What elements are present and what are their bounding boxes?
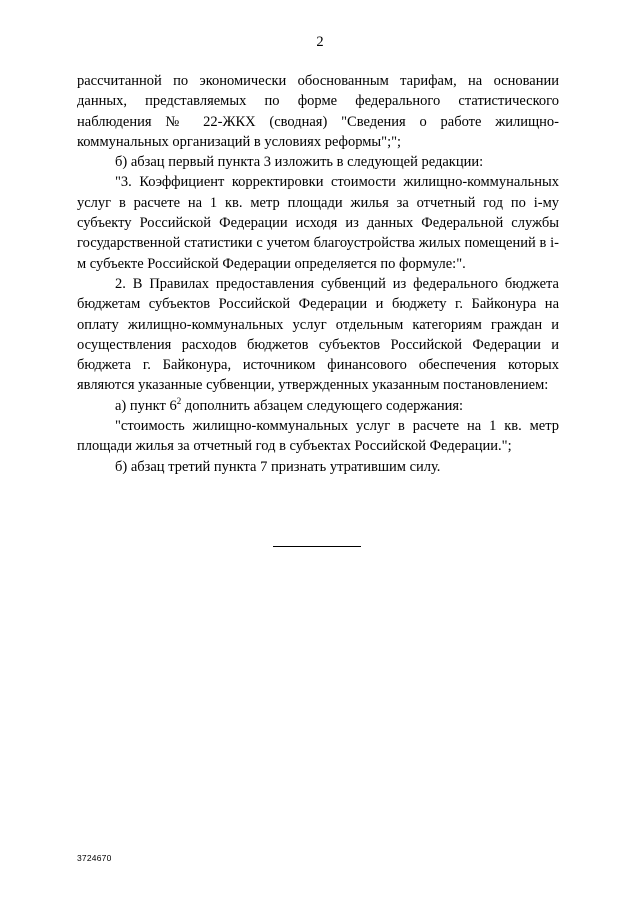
- paragraph-continuation: рассчитанной по экономически обоснованным тарифам, на основании данных, представляемых по форме федерального статистического наблюдения № 22-ЖКХ (сводная) "Сведения о работе жилищно-коммунальных организаций в условиях реформы";";: [77, 73, 559, 150]
- paragraph-item-b-point-3: б) абзац первый пункта 3 изложить в следующей редакции:: [115, 154, 484, 171]
- point-6-text-after: дополнить абзацем следующего содержания:: [181, 397, 464, 414]
- page-number: 2: [316, 34, 324, 50]
- end-separator-line: [273, 546, 361, 547]
- paragraph-item-b-point-7: б) абзац третий пункта 7 признать утратившим силу.: [115, 458, 441, 475]
- paragraph-coefficient-definition: "3. Коэффициент корректировки стоимости жилищно-коммунальных услуг в расчете на 1 кв. метр площади жилья за отчетный год по i-му субъекту Российской Федерации исходя из данных Федеральной службы государственной статистики с учетом благоустройства жилых помещений в i-м субъекте Российской Федерации определяется по формуле:".: [77, 174, 559, 272]
- paragraph-rules-amendment: 2. В Правилах предоставления субвенций из федерального бюджета бюджетам субъектов Российской Федерации и бюджету г. Байконура на оплату жилищно-коммунальных услуг отдельным категориям граждан и осуществления расходов бюджетов субъектов Российской Федерации и бюджета г. Байконура, источником финансового обеспечения которых являются указанные субвенции, утвержденных указанным постановлением:: [77, 275, 559, 394]
- point-6-text-before: а) пункт 6: [115, 397, 177, 414]
- paragraph-item-a-point-6-2: [77, 396, 559, 416]
- paragraph-cost-definition: "стоимость жилищно-коммунальных услуг в расчете на 1 кв. метр площади жилья за отчетный год в субъектах Российской Федерации.";: [77, 418, 559, 455]
- point-6-superscript: 2: [176, 395, 182, 406]
- document-body: [77, 71, 559, 477]
- document-code: 3724670: [77, 853, 112, 863]
